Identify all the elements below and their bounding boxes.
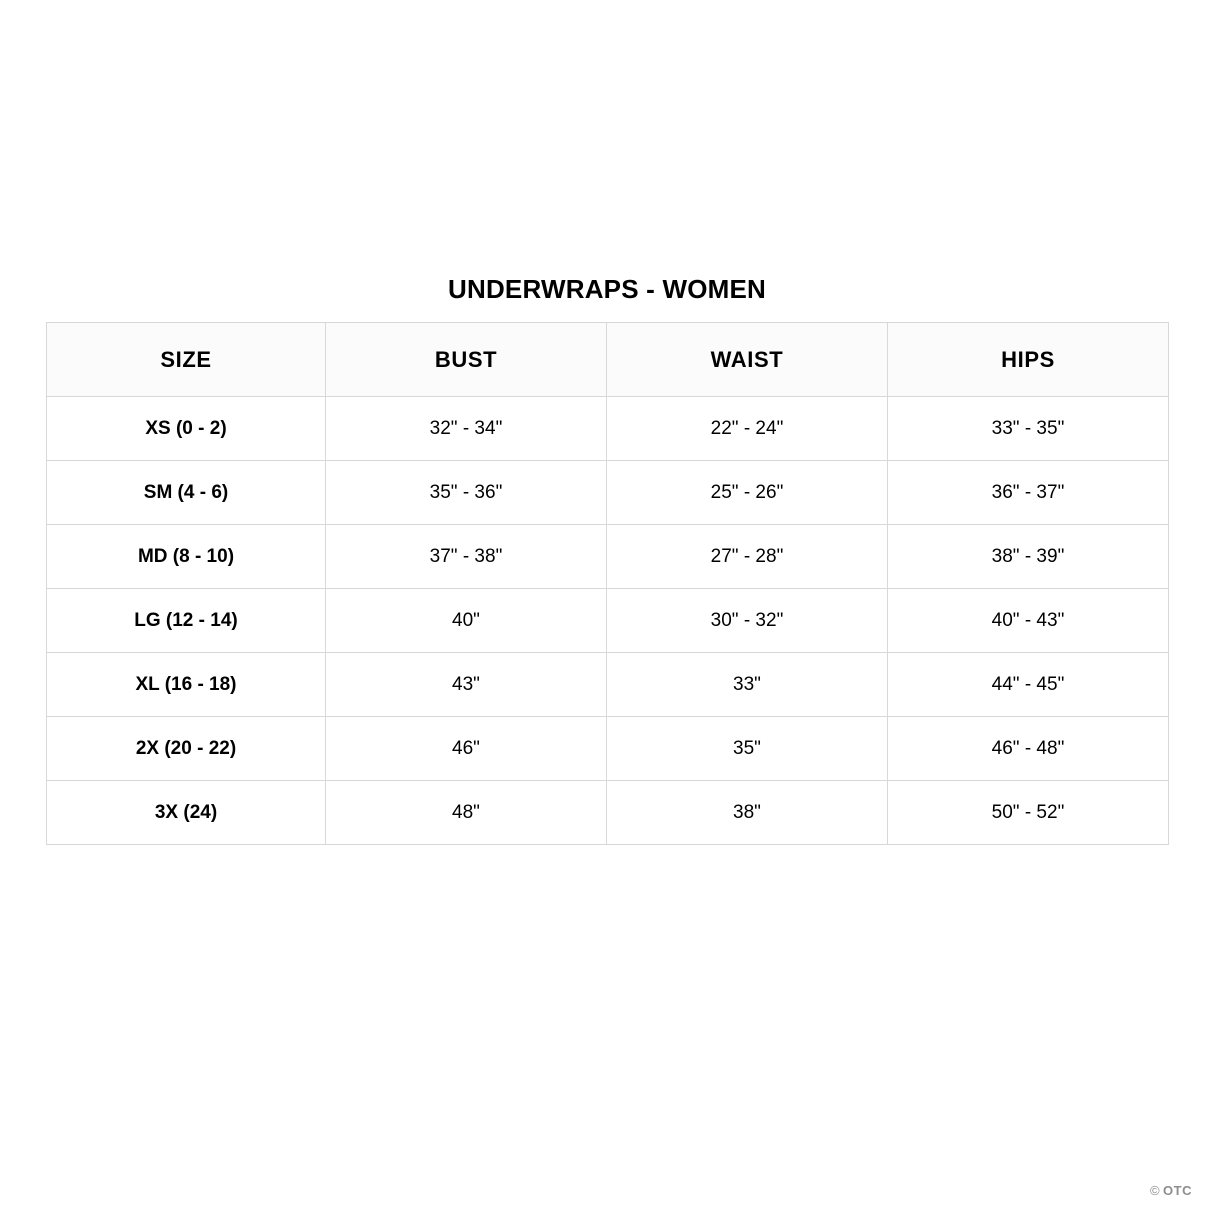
table-header-row [47,323,1169,397]
column-header-waist: WAIST [607,323,888,397]
cell-bust: 40" [326,589,607,653]
column-header-bust: BUST [326,323,607,397]
cell-size: XL (16 - 18) [47,653,326,717]
cell-bust: 46" [326,717,607,781]
cell-waist: 27" - 28" [607,525,888,589]
cell-bust: 48" [326,781,607,845]
cell-hips: 38" - 39" [888,525,1169,589]
cell-waist: 30" - 32" [607,589,888,653]
cell-waist: 22" - 24" [607,397,888,461]
cell-hips: 33" - 35" [888,397,1169,461]
cell-size: MD (8 - 10) [47,525,326,589]
cell-hips: 40" - 43" [888,589,1169,653]
brand-label: OTC [1163,1183,1192,1198]
cell-size: LG (12 - 14) [47,589,326,653]
column-header-size: SIZE [47,323,326,397]
size-chart-table [46,322,1169,845]
cell-size: 3X (24) [47,781,326,845]
cell-hips: 44" - 45" [888,653,1169,717]
cell-bust: 32" - 34" [326,397,607,461]
table-row [47,717,1169,781]
cell-waist: 38" [607,781,888,845]
table-row [47,461,1169,525]
cell-waist: 33" [607,653,888,717]
table-row [47,781,1169,845]
cell-size: XS (0 - 2) [47,397,326,461]
cell-waist: 35" [607,717,888,781]
cell-size: SM (4 - 6) [47,461,326,525]
page-title: UNDERWRAPS - WOMEN [448,274,766,304]
table-row [47,653,1169,717]
cell-hips: 46" - 48" [888,717,1169,781]
cell-bust: 37" - 38" [326,525,607,589]
copyright-icon: © [1149,1183,1161,1198]
copyright-notice [1150,1183,1192,1198]
cell-hips: 36" - 37" [888,461,1169,525]
cell-hips: 50" - 52" [888,781,1169,845]
table-row [47,589,1169,653]
cell-size: 2X (20 - 22) [47,717,326,781]
cell-bust: 43" [326,653,607,717]
table-row [47,525,1169,589]
cell-bust: 35" - 36" [326,461,607,525]
table-row [47,397,1169,461]
cell-waist: 25" - 26" [607,461,888,525]
column-header-hips: HIPS [888,323,1169,397]
